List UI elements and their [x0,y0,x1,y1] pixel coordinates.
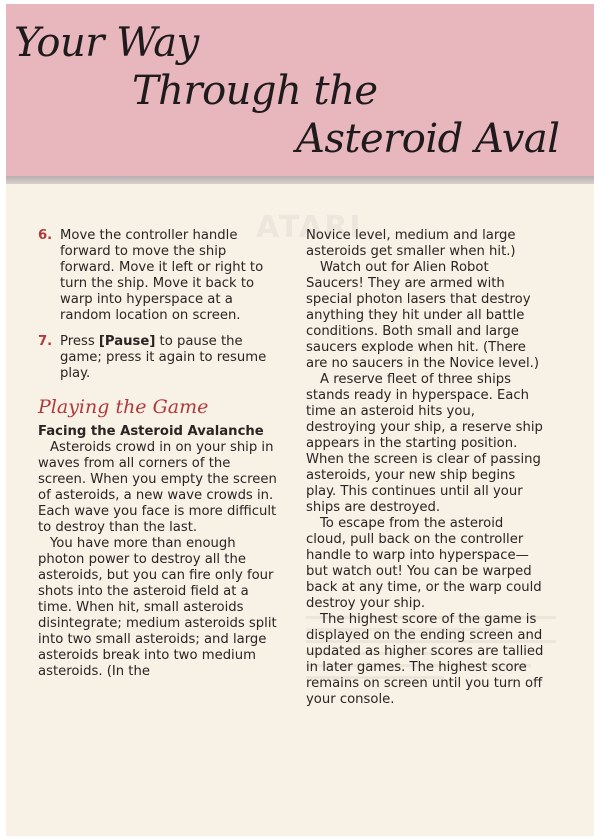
right-paragraph-3: A reserve fleet of three ships stands ready in hyperspace. Each time an asteroid hits you, destroying your ship, a reserve ship appears in the starting position. When the screen is clear of passing asteroids, your new ship begins play. This continues until all your ships are destroyed. [306,372,543,515]
title-banner [6,4,594,176]
step-7 [38,334,278,382]
step-6-number: 6. [38,228,53,243]
right-paragraph-2: Watch out for Alien Robot Saucers! They are armed with special photon lasers that destroy anything they hit under all battle conditions. Both small and large saucers explode when hit. (There are no saucers in the Novice level.) [306,260,539,371]
subhead: Facing the Asteroid Avalanche [38,424,264,439]
right-paragraph-4: To escape from the asteroid cloud, pull back on the controller handle to warp into hyperspace—but watch out! You can be warped back at any time, or the warp could destroy your ship. [306,516,542,611]
step-7-prefix: Press [60,334,99,349]
step-7-suffix: to pause the game; press it again to resume play. [60,334,267,381]
step-6-text: Move the controller handle forward to move the ship forward. Move it left or right to turn the ship. Move it back to warp into hyperspace at a random location on screen. [60,228,264,323]
watermark-logo: ATARI [256,210,363,245]
right-paragraph-1: Novice level, medium and large asteroids get smaller when hit.) [306,228,516,259]
left-paragraph-2: You have more than enough photon power to destroy all the asteroids, but you can fire only four shots into the asteroid field at a time. When hit, small asteroids disintegrate; medium asteroids split into two small asteroids; and large asteroids break into two medium asteroids. (In the [38,536,277,679]
title-line-3: Asteroid Aval [296,116,560,162]
right-column [306,228,546,708]
left-paragraph-1: Asteroids crowd in on your ship in waves from all corners of the screen. When you empty the screen of asteroids, a new wave crowds in. Each wave you face is more difficult to destroy than the last. [38,440,277,535]
pause-key-label: [Pause] [98,334,156,349]
step-7-number: 7. [38,334,53,349]
section-title: Playing the Game [38,396,209,418]
right-paragraph-5: The highest score of the game is displayed on the ending screen and updated as higher scores are tallied in later games. The highest score remains on screen until you turn off your console. [306,612,544,707]
banner-shadow [6,176,594,184]
step-6 [38,228,278,324]
title-line-1: Your Way [14,20,199,66]
manual-page [6,4,594,836]
left-column [38,228,278,680]
title-line-2: Through the [132,68,378,114]
